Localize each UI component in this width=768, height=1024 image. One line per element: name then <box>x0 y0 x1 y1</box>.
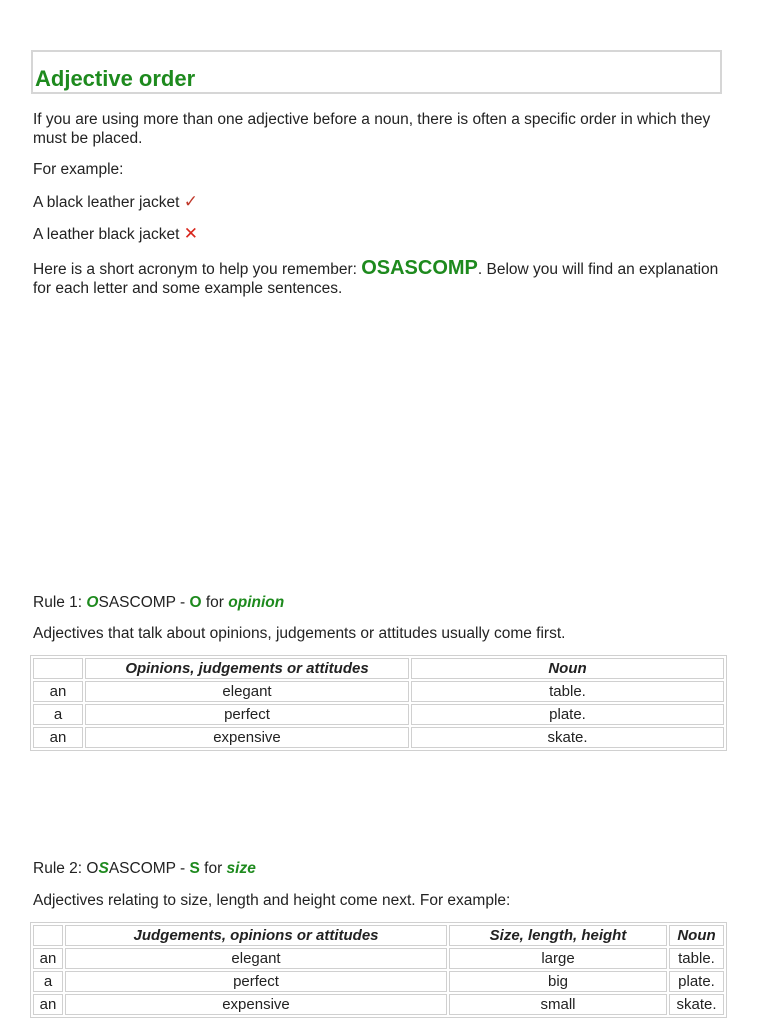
table-row <box>33 948 724 969</box>
table-cell: large <box>449 948 667 969</box>
table-cell: an <box>33 681 83 702</box>
rule2-word: size <box>226 860 256 877</box>
table-cell: an <box>33 948 63 969</box>
table-header: Noun <box>411 658 724 679</box>
rule1-letter: O <box>189 594 202 611</box>
table-cell: expensive <box>85 727 409 748</box>
intro-paragraph: If you are using more than one adjective before a noun, there is often a specific order in which they must be placed. <box>33 111 711 147</box>
rule2-heading <box>33 859 256 878</box>
rule1-for: for <box>201 594 229 611</box>
table-header: Judgements, opinions or attitudes <box>65 925 447 946</box>
table-cell: an <box>33 994 63 1015</box>
table-cell: big <box>449 971 667 992</box>
table-cell: perfect <box>65 971 447 992</box>
rule1-highlight-letter: O <box>86 594 99 611</box>
example-correct <box>33 192 198 212</box>
table-cell: small <box>449 994 667 1015</box>
rule1-prefix: Rule 1: <box>33 594 87 611</box>
page-title: Adjective order <box>35 66 196 91</box>
table-header <box>33 658 83 679</box>
acronym-outro: . Below you will find an explanation for each letter and some example sentences. <box>33 261 719 297</box>
table-row <box>33 681 724 702</box>
acronym-paragraph <box>33 259 733 298</box>
checkmark-icon: ✓ <box>183 192 199 211</box>
table-header <box>33 925 63 946</box>
rule1-rest: SASCOMP - <box>98 594 190 611</box>
table-cell: plate. <box>411 704 724 725</box>
rule2-prefix: Rule 2: O <box>33 860 99 877</box>
table-cell: plate. <box>669 971 724 992</box>
table-cell: table. <box>669 948 724 969</box>
table-header: Noun <box>669 925 724 946</box>
rule2-table <box>30 922 727 1018</box>
example-wrong <box>33 224 198 244</box>
example-correct-text: A black leather jacket <box>33 194 180 211</box>
rule1-word: opinion <box>228 594 285 611</box>
rule2-description: Adjectives relating to size, length and height come next. For example: <box>33 892 511 909</box>
table-cell: table. <box>411 681 724 702</box>
table-cell: elegant <box>65 948 447 969</box>
table-row <box>33 994 724 1015</box>
table-row <box>33 704 724 725</box>
rule1-description: Adjectives that talk about opinions, judgements or attitudes usually come first. <box>33 625 566 642</box>
acronym-intro: Here is a short acronym to help you remember: <box>33 261 362 278</box>
rule1-heading <box>33 593 284 612</box>
for-example-text: For example: <box>33 161 124 178</box>
table-header: Opinions, judgements or attitudes <box>85 658 409 679</box>
table-header: Size, length, height <box>449 925 667 946</box>
rule2-highlight-letter: S <box>98 860 109 877</box>
table-row <box>33 727 724 748</box>
table-cell: skate. <box>669 994 724 1015</box>
table-header-row <box>33 925 724 946</box>
table-header-row <box>33 658 724 679</box>
example-wrong-text: A leather black jacket <box>33 226 180 243</box>
table-cell: a <box>33 704 83 725</box>
rule2-rest: ASCOMP - <box>108 860 190 877</box>
table-cell: elegant <box>85 681 409 702</box>
table-cell: expensive <box>65 994 447 1015</box>
cross-icon: ✕ <box>183 224 199 243</box>
rule2-letter: S <box>189 860 200 877</box>
table-row <box>33 971 724 992</box>
table-cell: a <box>33 971 63 992</box>
rule1-table <box>30 655 727 751</box>
table-cell: skate. <box>411 727 724 748</box>
rule2-for: for <box>199 860 227 877</box>
table-cell: an <box>33 727 83 748</box>
title-box <box>31 50 722 94</box>
acronym: OSASCOMP <box>361 257 478 279</box>
table-cell: perfect <box>85 704 409 725</box>
